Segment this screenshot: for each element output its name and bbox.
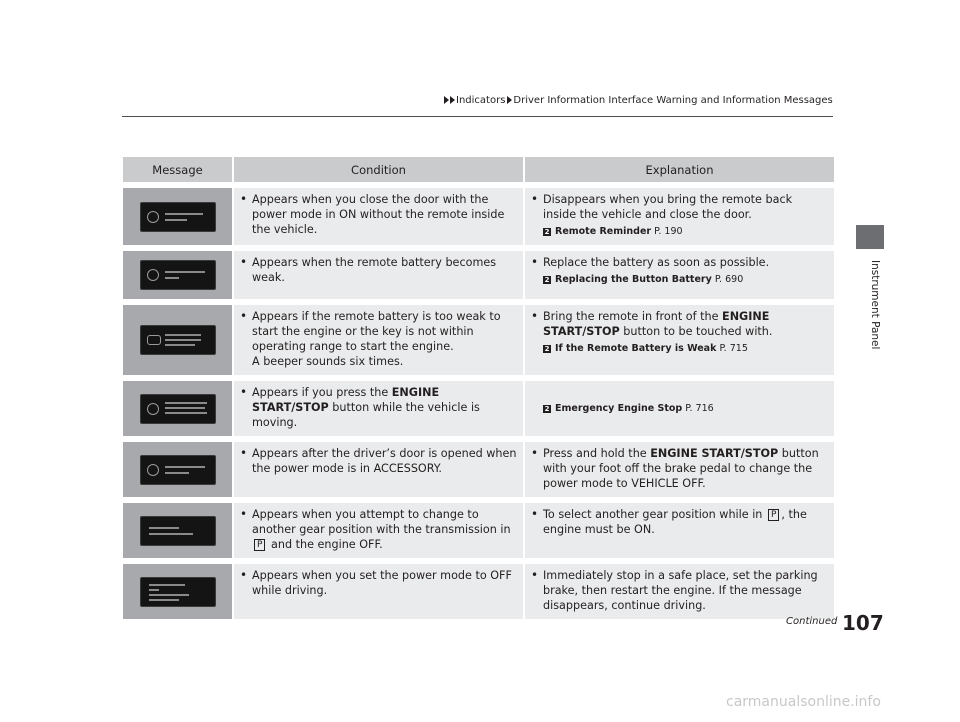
explanation-cell: • Press and hold the ENGINE START/STOP button with your foot off the brake pedal to change the power mode to VEHICLE OFF. (525, 442, 834, 497)
explanation-cell (525, 381, 834, 436)
page-number: 107 (842, 611, 884, 635)
header-condition: Condition (234, 157, 525, 182)
header-message: Message (123, 157, 234, 182)
message-image-cell (123, 564, 234, 619)
explanation-cell: • Replace the battery as soon as possible. 2 Replacing the Button Battery P. 690 (525, 251, 834, 299)
cross-reference-icon: 2 (544, 345, 550, 353)
message-image-cell (123, 251, 234, 299)
gear-p-indicator: P (768, 509, 779, 521)
message-image-cell (123, 381, 234, 436)
display-message-image (140, 516, 216, 546)
condition-cell: • Appears when you close the door with the power mode in ON without the remote inside the vehicle. (234, 188, 525, 245)
gear-p-indicator: P (254, 539, 265, 551)
cross-reference-icon: 2 (544, 276, 550, 284)
message-image-cell (123, 442, 234, 497)
condition-cell: • Appears after the driver’s door is opened when the power mode is in ACCESSORY. (234, 442, 525, 497)
display-message-image (140, 455, 216, 485)
condition-cell: • Appears when the remote battery becomes weak. (234, 251, 525, 299)
explanation-cell: • To select another gear position while in P , the engine must be ON. (525, 503, 834, 558)
breadcrumb (444, 95, 833, 106)
condition-cell: • Appears when you attempt to change to another gear position with the transmission in P and the engine OFF. (234, 503, 525, 558)
page-reference[interactable]: 2 Remote Reminder P. 190 (544, 226, 683, 237)
breadcrumb-section[interactable]: Indicators (456, 95, 506, 106)
table-row (123, 503, 834, 558)
chapter-label: Instrument Panel (869, 260, 881, 350)
table-row (123, 381, 834, 436)
display-message-image (140, 202, 216, 232)
page-reference[interactable]: 2 If the Remote Battery is Weak P. 715 (544, 343, 748, 354)
table-row (123, 251, 834, 299)
page-reference[interactable]: 2 Emergency Engine Stop P. 716 (544, 403, 714, 414)
condition-cell: • Appears if the remote battery is too weak to start the engine or the key is not within operating range to start the engine. A beeper sounds six times. (234, 305, 525, 375)
message-table (123, 151, 834, 625)
header-divider (122, 116, 833, 117)
table-row (123, 442, 834, 497)
chapter-tab[interactable] (856, 225, 884, 249)
table-row (123, 188, 834, 245)
chevron-right-icon (450, 96, 455, 104)
explanation-cell: • Disappears when you bring the remote back inside the vehicle and close the door. 2 Remote Reminder P. 190 (525, 188, 834, 245)
message-image-cell (123, 188, 234, 245)
display-message-image (140, 577, 216, 607)
display-message-image (140, 394, 216, 424)
table-row (123, 564, 834, 619)
table-header-row (123, 157, 834, 182)
chevron-right-icon (444, 96, 449, 104)
message-image-cell (123, 503, 234, 558)
key-warning-icon (147, 211, 159, 223)
table-row (123, 305, 834, 375)
header-explanation: Explanation (525, 157, 834, 182)
condition-cell: • Appears if you press the ENGINE START/STOP button while the vehicle is moving. (234, 381, 525, 436)
message-image-cell (123, 305, 234, 375)
key-battery-icon (147, 269, 159, 281)
explanation-cell: • Immediately stop in a safe place, set the parking brake, then restart the engine. If the message disappears, continue driving. (525, 564, 834, 619)
cross-reference-icon: 2 (544, 405, 550, 413)
start-button-icon (147, 464, 159, 476)
chevron-right-icon (507, 96, 512, 104)
start-button-icon (147, 403, 159, 415)
watermark: carmanualsonline.info (726, 694, 881, 710)
key-fob-icon (147, 335, 161, 345)
condition-cell: • Appears when you set the power mode to OFF while driving. (234, 564, 525, 619)
continued-label: Continued (786, 616, 838, 627)
breadcrumb-subsection[interactable]: Driver Information Interface Warning and Information Messages (513, 95, 833, 106)
page-reference[interactable]: 2 Replacing the Button Battery P. 690 (544, 274, 744, 285)
display-message-image (140, 325, 216, 355)
display-message-image (140, 260, 216, 290)
cross-reference-icon: 2 (544, 228, 550, 236)
explanation-cell: • Bring the remote in front of the ENGINE START/STOP button to be touched with. 2 If the Remote Battery is Weak P. 715 (525, 305, 834, 375)
